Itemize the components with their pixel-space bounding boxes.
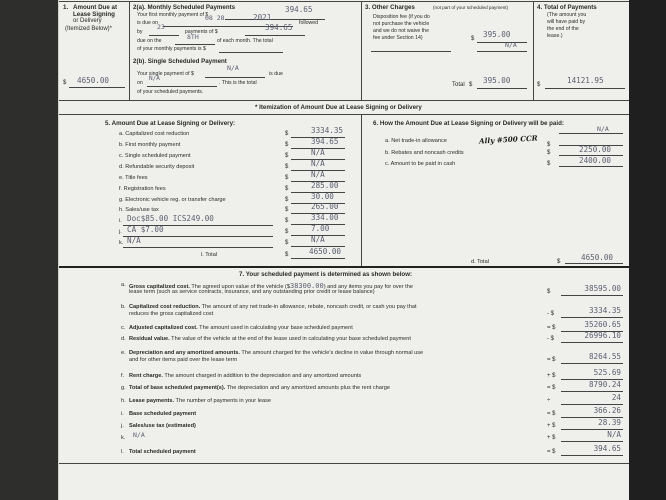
box3-total-label: Total <box>452 82 465 88</box>
divider-2-3 <box>361 1 362 100</box>
section5-row-label: f. Registration fees <box>119 186 166 192</box>
section7-row-operator: + $ <box>547 435 556 441</box>
section7-row-rule <box>561 317 623 318</box>
section7-row-bold: Base scheduled payment <box>129 411 197 417</box>
section7-row-value: 8264.55 <box>588 352 621 361</box>
section7-row-rule <box>561 455 623 456</box>
itemization-rule <box>59 114 629 115</box>
section5-total-currency: $ <box>285 252 289 258</box>
itemization-heading: * Itemization of Amount Due at Lease Signing or Delivery <box>255 104 422 111</box>
box4-line3: the end of the <box>547 26 579 32</box>
box2a-line3-rule-b <box>245 35 305 36</box>
section5-row-currency: $ <box>285 186 289 192</box>
box3-line2: not purchase the vehicle <box>373 21 430 27</box>
section7-row-value: 8790.24 <box>588 380 621 389</box>
section6-b-label: b. Rebates and noncash credits <box>385 150 464 156</box>
section7-row-letter: d. <box>121 336 126 342</box>
divider-1-2 <box>129 1 130 100</box>
section7-row-value: 38595.00 <box>584 284 621 293</box>
section7-row-letter: b. <box>121 304 126 310</box>
box4-title: 4. Total of Payments <box>537 4 597 11</box>
section5-row-label-rule <box>123 247 273 248</box>
section5-row-value: N/A <box>311 148 325 157</box>
section7-row-text <box>129 304 417 310</box>
section7-row-letter: j. <box>121 423 124 429</box>
section6-c-value: 2400.00 <box>579 156 612 165</box>
section7-row-value: 394.65 <box>593 444 621 453</box>
section7-row-rule <box>561 441 623 442</box>
section7-row-desc: The amount used in calculating your base scheduled payment <box>197 325 353 331</box>
section7-row-operator: $ <box>547 289 551 295</box>
section7-row-text <box>129 411 196 417</box>
box2a-total-rule <box>219 52 283 53</box>
section6-top-rule <box>559 133 623 134</box>
box2a-followed: followed <box>299 20 319 26</box>
section7-row-operator: - $ <box>547 336 555 342</box>
box3-second-rule <box>477 51 527 52</box>
section7-row-letter: h. <box>121 398 126 404</box>
section7-row-desc: The amount charged for the vehicle's decline in value through normal use <box>239 350 424 356</box>
section6-total-label: d. Total <box>471 259 489 265</box>
box3-line4: fee under Section 14) <box>373 35 423 41</box>
section7-row-operator: = $ <box>547 385 556 391</box>
box2a-due-date: 08 28 <box>205 14 225 22</box>
section5-row-value: 265.00 <box>311 202 339 211</box>
section6-top-value: N/A <box>597 125 609 133</box>
section7-row-text <box>129 385 390 391</box>
section6-c-currency: $ <box>547 161 551 167</box>
section6-b-currency: $ <box>547 150 551 156</box>
box1-number: 1. <box>63 4 69 11</box>
box2b-title: 2(b). Single Scheduled Payment <box>133 58 227 65</box>
section6-handwritten-note: Ally #500 CCR <box>478 133 538 146</box>
box3-disposition-fee: 395.00 <box>483 30 511 39</box>
section5-row-label: h. Sales/use tax <box>119 207 159 213</box>
section7-row-operator: = $ <box>547 325 556 331</box>
section5-row-value: 285.00 <box>311 181 339 190</box>
section5-row-currency: $ <box>285 142 289 148</box>
box2a-each-month: of each month. The total <box>217 38 273 44</box>
background-left <box>0 0 58 500</box>
section7-row-text <box>129 449 196 455</box>
box2a-title: 2(a). Monthly Scheduled Payments <box>133 4 236 11</box>
section7-row-handwritten: N/A <box>133 431 145 439</box>
section5-row-label: b. First monthly payment <box>119 142 181 148</box>
box2b-line2-rule <box>147 86 217 87</box>
box1-title-2: Lease Signing <box>73 11 115 18</box>
section7-row-text-2: lease term (such as service contracts, insurance, and any outstanding prior credit or lease balance) <box>129 289 375 295</box>
box2a-due-year: 2021 <box>253 13 272 22</box>
lease-form-page <box>58 0 629 500</box>
section7-row-value: N/A <box>607 430 621 439</box>
section5-row-handwritten: Doc$85.00 ICS249.00 <box>127 214 214 223</box>
section5-row-currency: $ <box>285 164 289 170</box>
box2a-line4: due on the <box>137 38 162 44</box>
box2a-line3: by <box>137 29 143 35</box>
box1-value: 4650.00 <box>77 76 110 85</box>
section5-row-label: j. <box>119 229 122 235</box>
section7-row-letter: a. <box>121 282 126 288</box>
section7-row-bold: Lease payments. <box>129 398 175 404</box>
section7-row-desc: The amount of any net trade-in allowance, rebate, noncash credit, or cash you pay that <box>200 304 417 310</box>
box1-currency: $ <box>63 80 67 86</box>
section7-row-bold: Rent charge. <box>129 373 163 379</box>
section5-row-value: 394.65 <box>311 137 339 146</box>
section6-a-currency: $ <box>547 142 551 148</box>
section6-c-rule <box>559 166 623 167</box>
box3-total-currency: $ <box>469 82 473 88</box>
section7-row-value: 35260.65 <box>584 320 621 329</box>
box2a-line3-rule-a <box>149 35 179 36</box>
section5-row-label: d. Refundable security deposit <box>119 164 195 170</box>
section7-row-bold: Total of base scheduled payment(s). <box>129 385 226 391</box>
box3-line1: Disposition fee (if you do <box>373 14 430 20</box>
box2a-line2: is due on <box>137 20 159 26</box>
section7-top-rule <box>59 266 629 268</box>
box2b-line3: of your scheduled payments. <box>137 89 204 95</box>
section7-row-text <box>129 423 196 429</box>
box3-blank-rule <box>371 51 451 52</box>
section5-row-label: e. Title fees <box>119 175 148 181</box>
section7-row-desc: The depreciation and any amortized amounts plus the rent charge <box>225 385 390 391</box>
section6-total-rule <box>565 263 623 264</box>
divider-3-4 <box>533 1 534 100</box>
section7-row-rule <box>561 342 623 343</box>
section7-row-value: 3334.35 <box>588 306 621 315</box>
section6-title: 6. How the Amount Due at Lease Signing or Delivery will be paid: <box>373 120 564 127</box>
box4-value: 14121.95 <box>567 76 604 85</box>
section7-row-desc: The agreed upon value of the vehicle ($ <box>189 284 290 290</box>
section6-c-label: c. Amount to be paid in cash <box>385 161 456 167</box>
box3-title: 3. Other Charges <box>365 4 415 11</box>
section5-total: 4650.00 <box>309 247 342 256</box>
section7-row-handwritten: 38300.00 <box>289 282 324 290</box>
section5-total-label: l. Total <box>201 252 218 258</box>
box2a-line5: of your monthly payments is $ <box>137 46 206 52</box>
section5-row-currency: $ <box>285 153 289 159</box>
box3-currency: $ <box>471 36 475 42</box>
section7-row-letter: l. <box>121 449 124 455</box>
section5-row-label-rule <box>123 236 273 237</box>
section7-row-bold: Gross capitalized cost. <box>129 284 190 290</box>
section7-row-bold: Adjusted capitalized cost. <box>129 325 198 331</box>
section7-row-letter: g. <box>121 385 126 391</box>
section5-row-handwritten: N/A <box>127 236 141 245</box>
section5-row-handwritten: CA $7.00 <box>127 225 164 234</box>
section7-bottom-rule <box>59 463 629 464</box>
section7-row-desc-2: ) and any items you pay for over the <box>323 284 413 290</box>
section7-row-operator: + $ <box>547 423 556 429</box>
section7-row-value: 28.39 <box>598 418 621 427</box>
box3-line3: and we do not waive the <box>373 28 429 34</box>
section7-row-rule <box>561 404 623 405</box>
section7-row-operator: = $ <box>547 357 556 363</box>
section7-row-text <box>129 325 353 331</box>
top-boxes-bottom <box>59 100 629 101</box>
section5-row-value: N/A <box>311 170 325 179</box>
box2a-payment-amount: 394.65 <box>265 23 293 32</box>
box2a-number-payments: 23 <box>157 23 165 31</box>
section7-row-operator: = $ <box>547 449 556 455</box>
box3-total: 395.00 <box>483 76 511 85</box>
section5-title: 5. Amount Due at Lease Signing or Delivery: <box>105 120 236 127</box>
section5-row-value: 30.00 <box>311 192 334 201</box>
box2b-is-due: is due <box>269 71 283 77</box>
box2b-due-date: N/A <box>149 75 160 82</box>
box2a-payments-of: payments of $ <box>185 29 218 35</box>
section5-row-value: 3334.35 <box>311 126 344 135</box>
box4-currency: $ <box>537 82 541 88</box>
box3-title-note: (not part of your scheduled payment) <box>433 5 509 10</box>
section7-row-value: 26996.10 <box>584 331 621 340</box>
box4-line4: lease.) <box>547 33 563 39</box>
top-border <box>59 1 629 2</box>
section5-row-label: k. <box>119 240 124 246</box>
section7-row-value: 366.26 <box>593 406 621 415</box>
section5-row-label: a. Capitalized cost reduction <box>119 131 190 137</box>
section7-row-letter: e. <box>121 350 126 356</box>
section5-row-currency: $ <box>285 131 289 137</box>
section7-row-text <box>129 398 271 404</box>
box1-title-4: (Itemized Below)* <box>65 26 113 32</box>
section7-row-operator: ÷ <box>547 398 551 404</box>
box4-line1: (The amount you <box>547 12 587 18</box>
section5-row-label: i. <box>119 218 122 224</box>
section7-row-letter: i. <box>121 411 124 417</box>
box3-second-value: N/A <box>505 41 517 49</box>
box2b-single-payment: N/A <box>227 64 239 72</box>
section7-row-bold: Residual value. <box>129 336 170 342</box>
box2a-line1: Your first monthly payment of $ <box>137 12 209 18</box>
box2b-total-text: . This is the total <box>219 80 257 86</box>
box1-title-3: or Delivery <box>73 18 102 24</box>
section7-row-text <box>129 350 423 356</box>
box1-value-line <box>69 87 125 88</box>
box3-total-rule <box>477 88 527 89</box>
section7-row-bold: Capitalized cost reduction. <box>129 304 201 310</box>
section7-row-rule <box>561 363 623 364</box>
section5-row-label: c. Single scheduled payment <box>119 153 191 159</box>
section5-total-rule <box>291 258 345 259</box>
box3-fee-rule <box>477 42 527 43</box>
box2a-line4-rule <box>175 44 215 45</box>
section5-row-value: N/A <box>311 235 325 244</box>
section5-row-value: 7.00 <box>311 224 330 233</box>
section6-a-label: a. Net trade-in allowance <box>385 138 447 144</box>
section5-row-value: 334.00 <box>311 213 339 222</box>
section7-row-text-2: reduces the gross capitalized cost <box>129 311 214 317</box>
section7-row-operator: = $ <box>547 411 556 417</box>
section7-row-rule <box>561 391 623 392</box>
section7-row-bold: Depreciation and any amortized amounts. <box>129 350 240 356</box>
section7-row-operator: + $ <box>547 373 556 379</box>
section5-row-label: g. Electronic vehicle reg. or transfer charge <box>119 197 226 203</box>
section5-row-currency: $ <box>285 240 289 246</box>
section7-title: 7. Your scheduled payment is determined as shown below: <box>239 271 413 278</box>
box2a-due-day: 8TH <box>187 33 199 41</box>
section5-row-value: N/A <box>311 159 325 168</box>
section7-row-bold: Sales/use tax (estimated) <box>129 423 196 429</box>
section7-row-desc: The value of the vehicle at the end of the lease used in calculating your base scheduled payment <box>169 336 411 342</box>
section5-row-currency: $ <box>285 197 289 203</box>
box2b-line1: Your single payment of $ <box>137 71 194 77</box>
section5-row-currency: $ <box>285 218 289 224</box>
section7-row-text-2: and for other items paid over the lease term <box>129 357 238 363</box>
section6-total: 4650.00 <box>581 253 614 262</box>
section5-row-currency: $ <box>285 175 289 181</box>
section7-row-text <box>129 373 361 379</box>
section5-row-currency: $ <box>285 229 289 235</box>
section7-row-value: 525.69 <box>593 368 621 377</box>
section7-row-desc: The amount charged in addition to the depreciation and any amortized amounts <box>162 373 362 379</box>
section5-6-divider <box>361 114 362 266</box>
box2b-line1-rule <box>205 77 265 78</box>
box2b-line2: on <box>137 80 143 86</box>
section7-row-bold: Total scheduled payment <box>129 449 196 455</box>
section7-row-value: 24 <box>611 393 621 402</box>
section7-row-operator: - $ <box>547 311 555 317</box>
box4-line2: will have paid by <box>547 19 586 25</box>
section7-row-rule <box>561 295 623 296</box>
section5-row-currency: $ <box>285 207 289 213</box>
section7-row-text <box>129 336 411 342</box>
box1-title-1: Amount Due at <box>73 4 117 11</box>
section7-row-letter: k. <box>121 435 126 441</box>
section7-row-letter: f. <box>121 373 125 379</box>
background-right <box>628 0 666 500</box>
section6-total-currency: $ <box>557 259 561 265</box>
box2a-first-payment: 394.65 <box>285 5 313 14</box>
box4-value-rule <box>545 88 625 89</box>
section6-b-value: 2250.00 <box>579 145 612 154</box>
section7-row-letter: c. <box>121 325 126 331</box>
section7-row-desc: The number of payments in your lease <box>174 398 272 404</box>
